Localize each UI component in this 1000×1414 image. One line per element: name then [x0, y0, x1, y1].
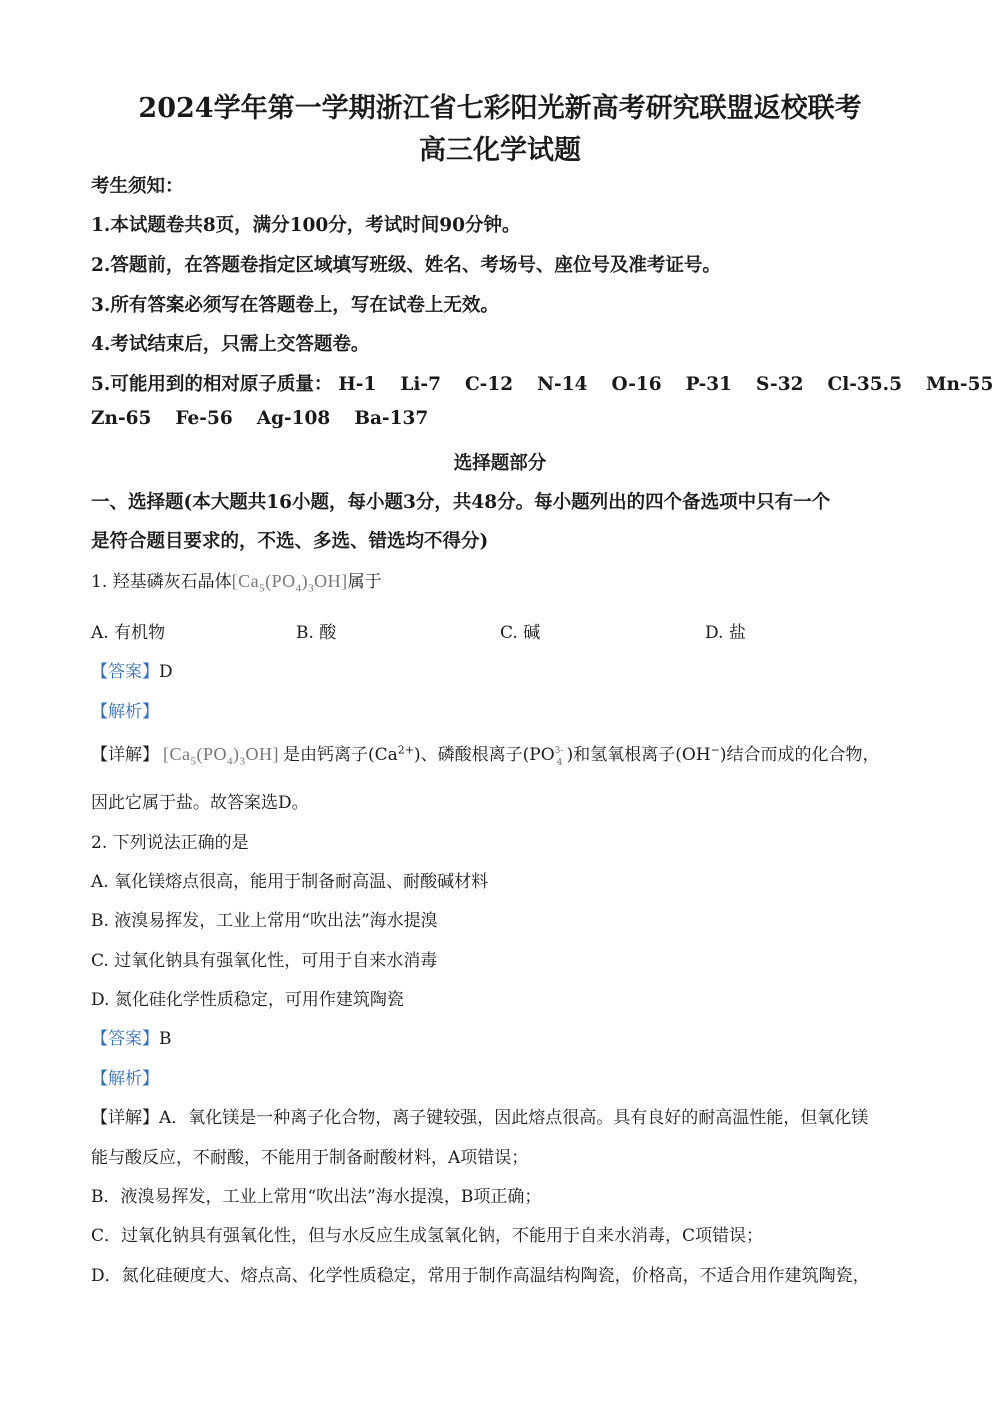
q1-detail-tag: 【详解】 — [91, 745, 159, 765]
mass-ba: Ba-137 — [354, 408, 429, 429]
q2-option-a: A. 氧化镁熔点很高，能用于制备耐高温、耐酸碱材料 — [91, 872, 489, 892]
notice-heading: 考生须知： — [91, 176, 184, 197]
notice-item-3: 3.所有答案必须写在答题卷上，写在试卷上无效。 — [91, 295, 499, 316]
q2-detail-line-2: 能与酸反应，不耐酸，不能用于制备耐酸材料，A项错误； — [91, 1148, 529, 1168]
q1-answer — [91, 657, 173, 682]
q2-analysis-tag: 【解析】 — [91, 1069, 159, 1089]
mass-zn: Zn-65 — [91, 408, 152, 429]
q2-answer — [91, 1024, 172, 1049]
notice-item-4: 4.考试结束后，只需上交答题卷。 — [91, 334, 370, 355]
q1-stem — [91, 567, 382, 595]
mass-s: S-32 — [756, 374, 804, 395]
exam-subtitle: 高三化学试题 — [419, 135, 581, 166]
atomic-masses-label: 5.可能用到的相对原子质量： — [91, 374, 333, 395]
notice-item-2: 2.答题前，在答题卷指定区域填写班级、姓名、考场号、座位号及准考证号。 — [91, 255, 721, 276]
q1-answer-value: D — [159, 662, 173, 682]
q2-answer-value: B — [159, 1029, 172, 1049]
notice-item-1: 1.本试题卷共8页，满分100分，考试时间90分钟。 — [91, 215, 521, 236]
q2-stem: 2. 下列说法正确的是 — [91, 833, 249, 853]
q1-analysis-tag: 【解析】 — [91, 702, 159, 722]
q2-detail-line-3: B．液溴易挥发，工业上常用“吹出法”海水提溴，B项正确； — [91, 1187, 542, 1207]
q1-option-b: B. 酸 — [296, 623, 337, 643]
q2-detail-line-4: C．过氧化钠具有强氧化性，但与水反应生成氢氧化钠，不能用于自来水消毒，C项错误； — [91, 1226, 764, 1246]
mass-h: H-1 — [338, 374, 377, 395]
mass-p: P-31 — [685, 374, 732, 395]
q2-detail-tag: 【详解】 — [91, 1108, 159, 1128]
q2-answer-tag: 【答案】 — [91, 1029, 159, 1049]
exam-title: 2024学年第一学期浙江省七彩阳光新高考研究联盟返校联考 — [138, 93, 862, 124]
q2-detail-line-1: 【详解】A．氧化镁是一种离子化合物，离子键较强，因此熔点很高。具有良好的耐高温性能，但氧化镁 — [91, 1108, 869, 1128]
section-instructions-2: 是符合题目要求的，不选、多选、错选均不得分) — [91, 531, 489, 552]
q1-detail-line-2: 因此它属于盐。故答案选D。 — [91, 793, 309, 813]
q2-option-b: B. 液溴易挥发，工业上常用“吹出法”海水提溴 — [91, 911, 438, 931]
q1-answer-tag: 【答案】 — [91, 662, 159, 682]
section-instructions-1: 一、选择题(本大题共16小题，每小题3分，共48分。每小题列出的四个备选项中只有一个 — [91, 492, 831, 513]
mass-o: O-16 — [611, 374, 662, 395]
q1-detail-line-1: 【详解】 $[Ca_5(PO_4)_3OH]$ 是由钙离子$(Ca^{2+})$、磷酸根离子(PO 3- 4 )和氢氧根离子(OH−)结合而成的化合物， — [91, 743, 880, 768]
mass-mn: Mn-55 — [925, 374, 994, 395]
mass-ag: Ag-108 — [256, 408, 331, 429]
mass-n: N-14 — [537, 374, 588, 395]
q1-formula: $[Ca_5(PO_4)_3OH]$ — [231, 571, 348, 595]
q1-option-d: D. 盐 — [705, 623, 746, 643]
mass-li: Li-7 — [400, 374, 441, 395]
section-title: 选择题部分 — [453, 453, 547, 474]
q1-option-c: C. 碱 — [500, 623, 541, 643]
atomic-masses-row-2 — [91, 408, 428, 429]
mass-fe: Fe-56 — [175, 408, 233, 429]
q1-detail-formula: $[Ca_5(PO_4)_3OH]$ — [163, 744, 280, 768]
atomic-masses-row-1 — [91, 370, 993, 396]
mass-c: C-12 — [464, 374, 514, 395]
mass-cl: Cl-35.5 — [827, 374, 902, 395]
q2-option-c: C. 过氧化钠具有强氧化性，可用于自来水消毒 — [91, 951, 438, 971]
q1-option-a: A. 有机物 — [91, 623, 166, 643]
q2-detail-line-5: D．氮化硅硬度大、熔点高、化学性质稳定，常用于制作高温结构陶瓷，价格高，不适合用作建筑陶瓷， — [91, 1266, 870, 1286]
q1-stem-suffix: 属于 — [347, 572, 382, 592]
q1-stem-prefix: 1. 羟基磷灰石晶体 — [91, 572, 232, 592]
q2-option-d: D. 氮化硅化学性质稳定，可用作建筑陶瓷 — [91, 990, 404, 1010]
